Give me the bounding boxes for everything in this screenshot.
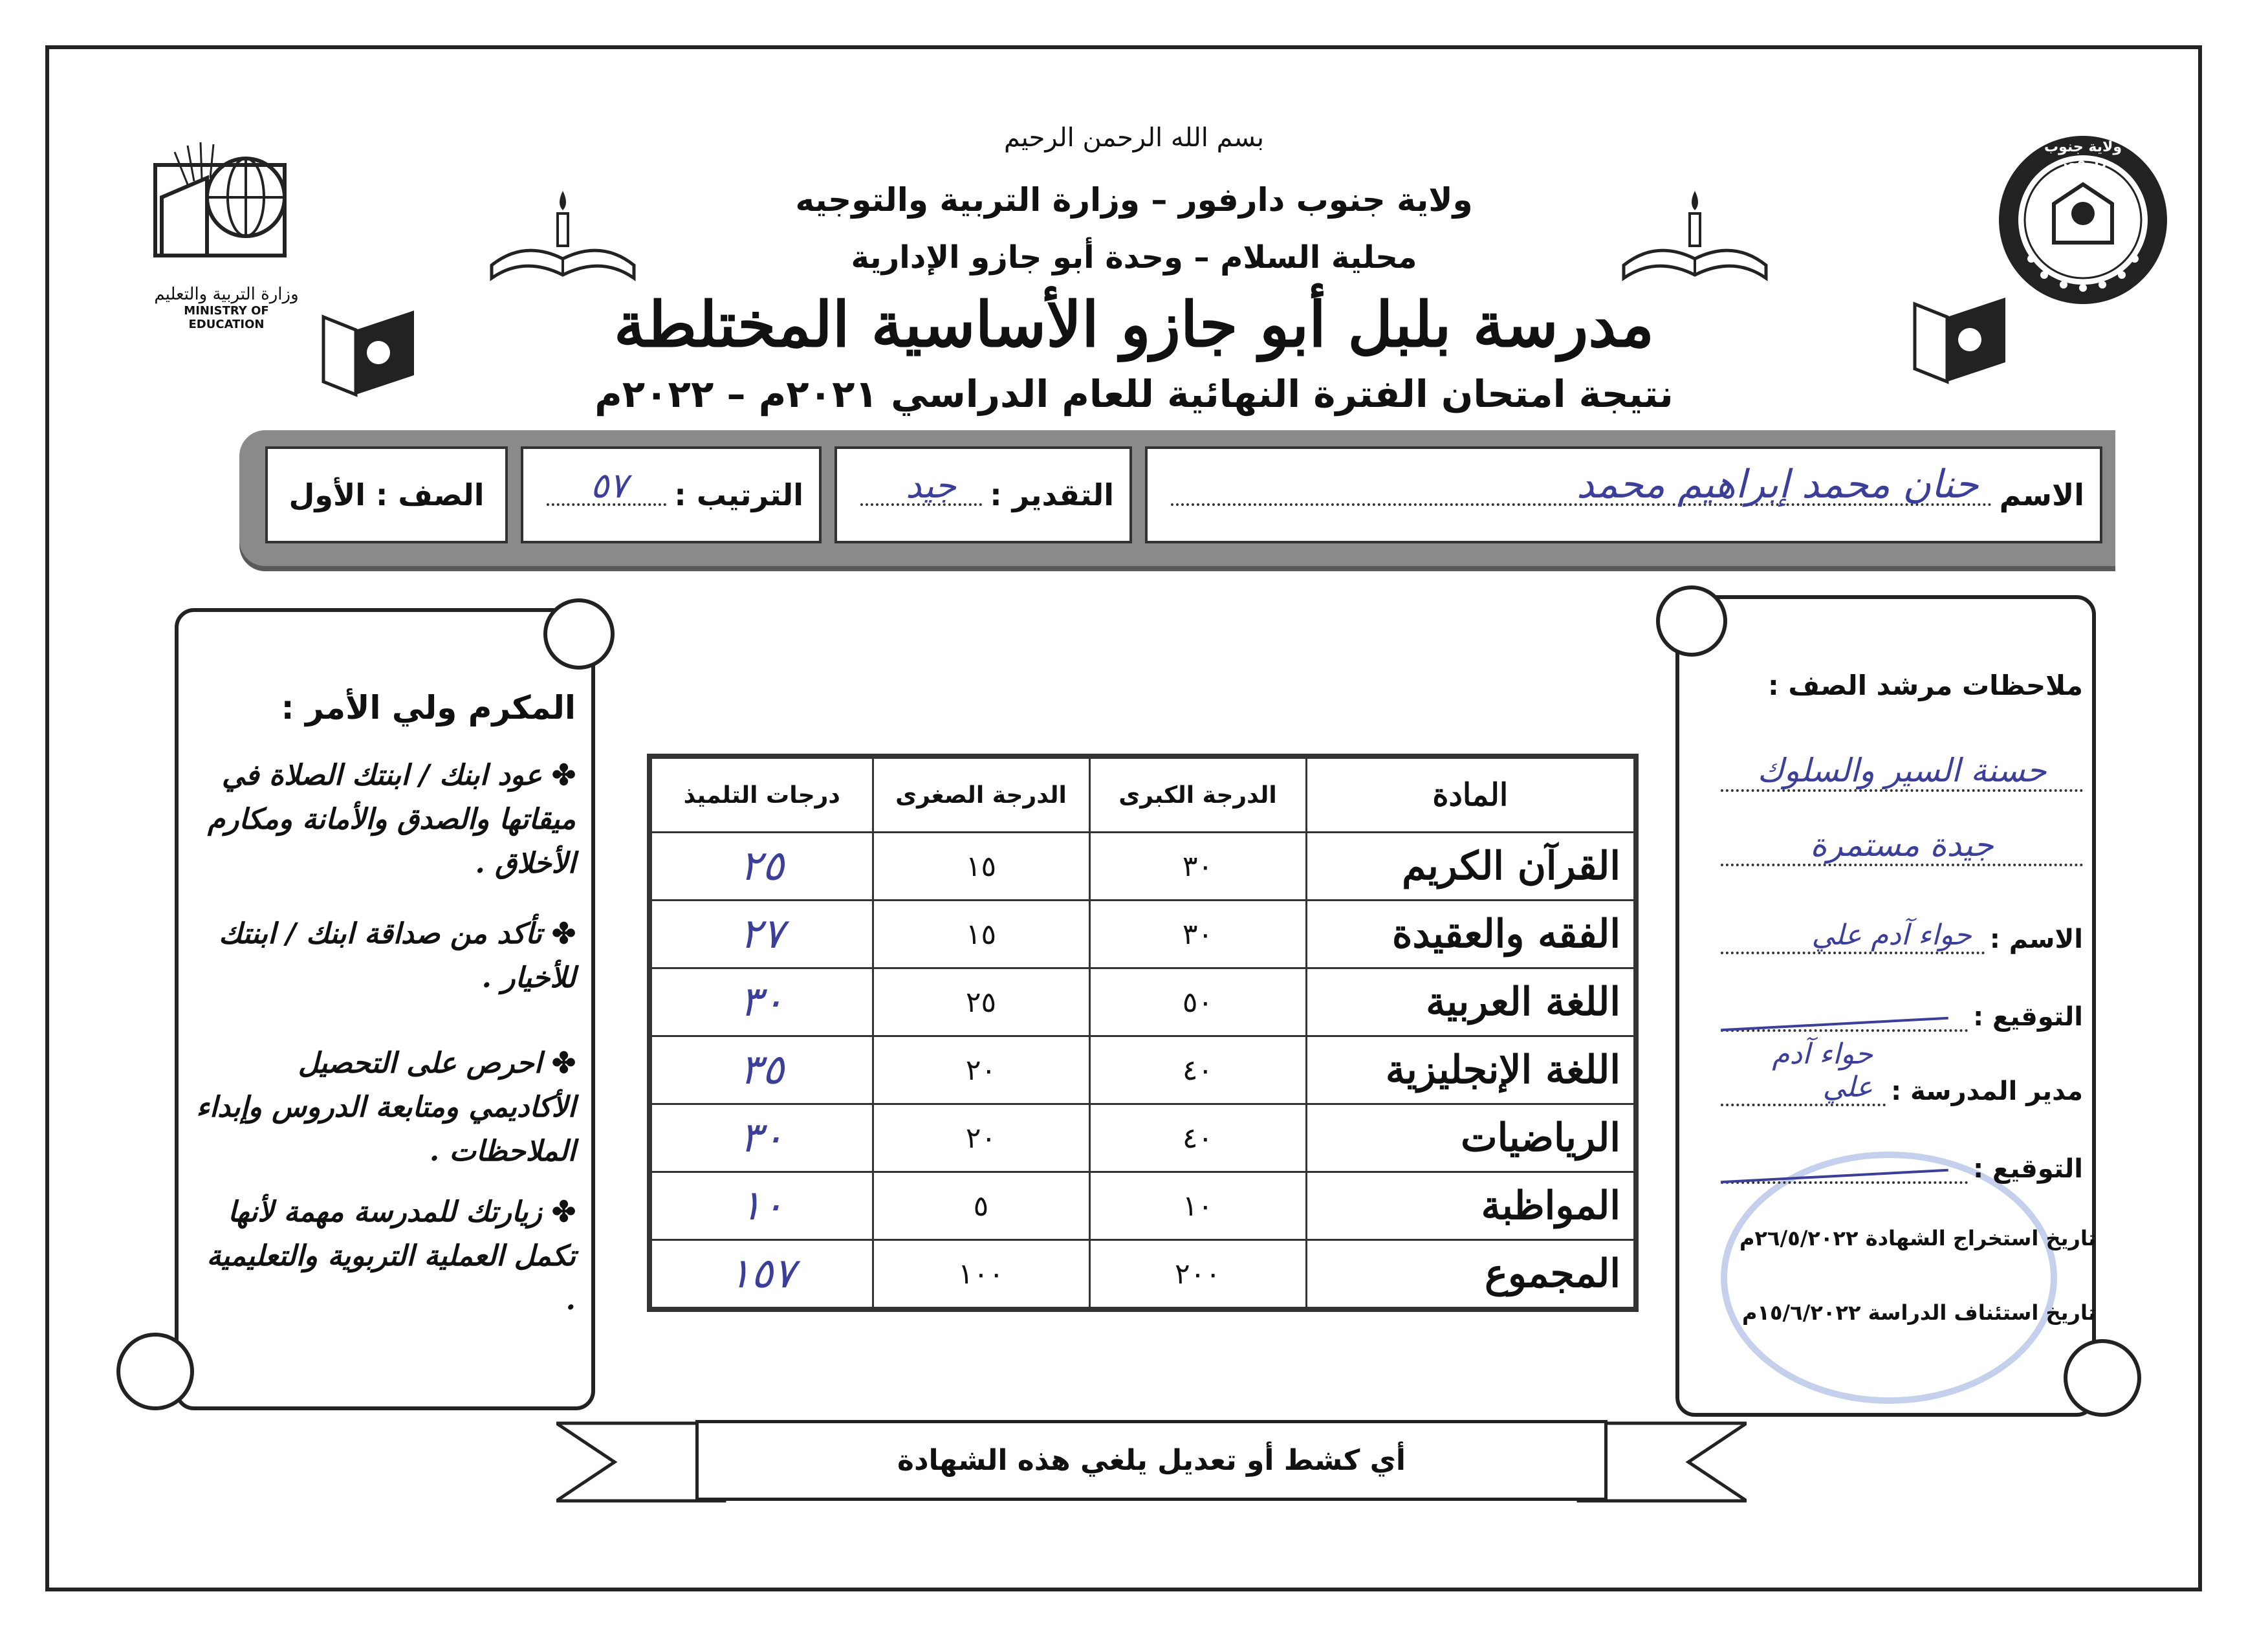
scroll-curl-top bbox=[1656, 585, 1727, 657]
notes-line-2-text: جيدة مستمرة bbox=[1810, 826, 1994, 864]
subject-cell: اللغة العربية bbox=[1306, 968, 1636, 1036]
max-cell: ٤٠ bbox=[1089, 1036, 1306, 1104]
max-cell: ٣٠ bbox=[1089, 833, 1306, 901]
signature-mark bbox=[1721, 1169, 1948, 1183]
subject-cell: المواظبة bbox=[1306, 1172, 1636, 1240]
min-cell: ١٠٠ bbox=[873, 1240, 1089, 1310]
locality-line: محلية السلام – وحدة أبو جازو الإدارية bbox=[851, 239, 1417, 276]
max-cell: ٤٠ bbox=[1089, 1104, 1306, 1172]
rank-label: الترتيب : bbox=[674, 477, 803, 512]
principal-field bbox=[1721, 1038, 2083, 1106]
ministry-logo-en: MINISTRY OF EDUCATION bbox=[184, 304, 269, 331]
grade-dotline bbox=[860, 465, 982, 506]
name-dotline bbox=[1171, 462, 1992, 507]
header-score: درجات التلميذ bbox=[649, 756, 873, 833]
bullet-icon: ✤ bbox=[552, 1047, 576, 1080]
book-symbol-icon bbox=[1908, 291, 2012, 388]
badge-text: ولاية جنوب دارفور bbox=[2044, 139, 2122, 171]
basmala: بسم الله الرحمن الرحيم bbox=[1003, 123, 1265, 153]
max-cell: ٢٠٠ bbox=[1089, 1240, 1306, 1310]
advice-text: تأكد من صداقة ابنك / ابنتك للأخيار . bbox=[219, 917, 576, 995]
notes-line-1 bbox=[1721, 744, 2083, 792]
subject-cell: الفقه والعقيدة bbox=[1306, 901, 1636, 968]
subject-cell: الرياضيات bbox=[1306, 1104, 1636, 1172]
grade-label: التقدير : bbox=[990, 477, 1114, 512]
footer-warning: أي كشط أو تعديل يلغي هذه الشهادة bbox=[695, 1420, 1608, 1501]
book-symbol-icon bbox=[317, 304, 420, 401]
bullet-icon: ✤ bbox=[552, 759, 576, 792]
min-cell: ١٥ bbox=[873, 833, 1089, 901]
ministry-logo-caption bbox=[149, 285, 304, 331]
max-cell: ٥٠ bbox=[1089, 968, 1306, 1036]
issue-date: تاريخ استخراج الشهادة ٢٦/٥/٢٠٢٢م bbox=[1739, 1226, 2096, 1250]
ministry-logo-ar: وزارة التربية والتعليم bbox=[154, 285, 299, 304]
header-min: الدرجة الصغرى bbox=[873, 756, 1089, 833]
student-grade-box bbox=[834, 446, 1132, 543]
signature-mark bbox=[1721, 1017, 1948, 1031]
exam-title: نتيجة امتحان الفترة النهائية للعام الدراسي ٢٠٢١م – ٢٠٢٢م bbox=[594, 372, 1674, 416]
principal-signature-dotline bbox=[1721, 1175, 1968, 1184]
table-row bbox=[649, 833, 1636, 901]
table-header-row bbox=[649, 756, 1636, 833]
min-cell: ٢٥ bbox=[873, 968, 1089, 1036]
score-cell: ٣٠ bbox=[649, 968, 873, 1036]
teacher-name-value: حواء آدم علي bbox=[1811, 919, 1972, 952]
rank-value: ٥٧ bbox=[590, 465, 628, 506]
table-row bbox=[649, 968, 1636, 1036]
teacher-signature-dotline bbox=[1721, 1023, 1968, 1032]
advice-text: زيارتك للمدرسة مهمة لأنها تكمل العملية التربوية والتعليمية . bbox=[206, 1196, 576, 1317]
table-row bbox=[649, 1036, 1636, 1104]
book-candle-icon bbox=[1617, 181, 1772, 285]
notes-line-1-text: حسنة السير والسلوك bbox=[1757, 752, 2047, 789]
rank-dotline bbox=[547, 465, 666, 506]
principal-signature-label: التوقيع : bbox=[1973, 1154, 2083, 1184]
bullet-icon: ✤ bbox=[552, 1196, 576, 1229]
advice-item-1 bbox=[194, 754, 576, 886]
teacher-name-label: الاسم : bbox=[1989, 924, 2083, 954]
header-max: الدرجة الكبرى bbox=[1089, 756, 1306, 833]
class-label: الصف : الأول bbox=[289, 477, 485, 512]
min-cell: ١٥ bbox=[873, 901, 1089, 968]
scroll-curl-top bbox=[543, 598, 615, 670]
notes-line-2 bbox=[1721, 818, 2083, 866]
header-subject: المادة bbox=[1306, 756, 1636, 833]
principal-label: مدير المدرسة : bbox=[1891, 1076, 2083, 1106]
scroll-curl-bottom bbox=[2064, 1339, 2141, 1417]
teacher-name-dotline bbox=[1721, 919, 1985, 954]
name-label: الاسم bbox=[1999, 477, 2084, 512]
resume-date: تاريخ استئناف الدراسة ١٥/٦/٢٠٢٢م bbox=[1741, 1300, 2096, 1325]
score-cell: ٢٧ bbox=[649, 901, 873, 968]
grades-table bbox=[647, 754, 1639, 1312]
score-cell: ٣٠ bbox=[649, 1104, 873, 1172]
score-cell: ١٥٧ bbox=[649, 1240, 873, 1310]
subject-cell: المجموع bbox=[1306, 1240, 1636, 1310]
table-row bbox=[649, 1172, 1636, 1240]
max-cell: ٣٠ bbox=[1089, 901, 1306, 968]
guardian-title: المكرم ولي الأمر : bbox=[281, 689, 576, 726]
table-row-total bbox=[649, 1240, 1636, 1310]
min-cell: ٢٠ bbox=[873, 1036, 1089, 1104]
score-cell: ٢٥ bbox=[649, 833, 873, 901]
advice-text: عود ابنك / ابنتك الصلاة في ميقاتها والصدق والأمانة ومكارم الأخلاق . bbox=[207, 759, 576, 880]
teacher-signature-label: التوقيع : bbox=[1973, 1002, 2083, 1032]
table-row bbox=[649, 1104, 1636, 1172]
advice-item-3 bbox=[194, 1042, 576, 1174]
student-class-box bbox=[265, 446, 508, 543]
scroll-curl-bottom bbox=[116, 1333, 194, 1410]
min-cell: ٥ bbox=[873, 1172, 1089, 1240]
grade-value: جيد bbox=[906, 465, 957, 506]
teacher-signature-field bbox=[1721, 987, 2083, 1032]
subject-cell: اللغة الإنجليزية bbox=[1306, 1036, 1636, 1104]
teacher-name-field bbox=[1721, 909, 2083, 954]
principal-value: حواء آدم علي bbox=[1772, 1038, 1873, 1104]
book-candle-icon bbox=[485, 181, 640, 285]
school-name: مدرسة بلبل أبو جازو الأساسية المختلطة bbox=[614, 288, 1654, 361]
student-name-box bbox=[1145, 446, 2102, 543]
advice-text: احرص على التحصيل الأكاديمي ومتابعة الدروس وإبداء الملاحظات . bbox=[196, 1047, 576, 1168]
principal-signature-field bbox=[1721, 1139, 2083, 1184]
score-cell: ٣٥ bbox=[649, 1036, 873, 1104]
school-stamp bbox=[1721, 1152, 2057, 1404]
table-row bbox=[649, 901, 1636, 968]
bullet-icon: ✤ bbox=[552, 917, 576, 950]
score-cell: ١٠ bbox=[649, 1172, 873, 1240]
subject-cell: القرآن الكريم bbox=[1306, 833, 1636, 901]
name-value: حنان محمد إبراهيم محمد bbox=[1576, 462, 1979, 507]
notes-title: ملاحظات مرشد الصف : bbox=[1768, 670, 2083, 701]
principal-dotline bbox=[1721, 1038, 1886, 1106]
advice-item-2 bbox=[194, 912, 576, 1000]
advice-item-4 bbox=[194, 1190, 576, 1323]
student-rank-box bbox=[521, 446, 822, 543]
min-cell: ٢٠ bbox=[873, 1104, 1089, 1172]
state-ministry-line: ولاية جنوب دارفور – وزارة التربية والتوجيه bbox=[795, 181, 1473, 219]
max-cell: ١٠ bbox=[1089, 1172, 1306, 1240]
